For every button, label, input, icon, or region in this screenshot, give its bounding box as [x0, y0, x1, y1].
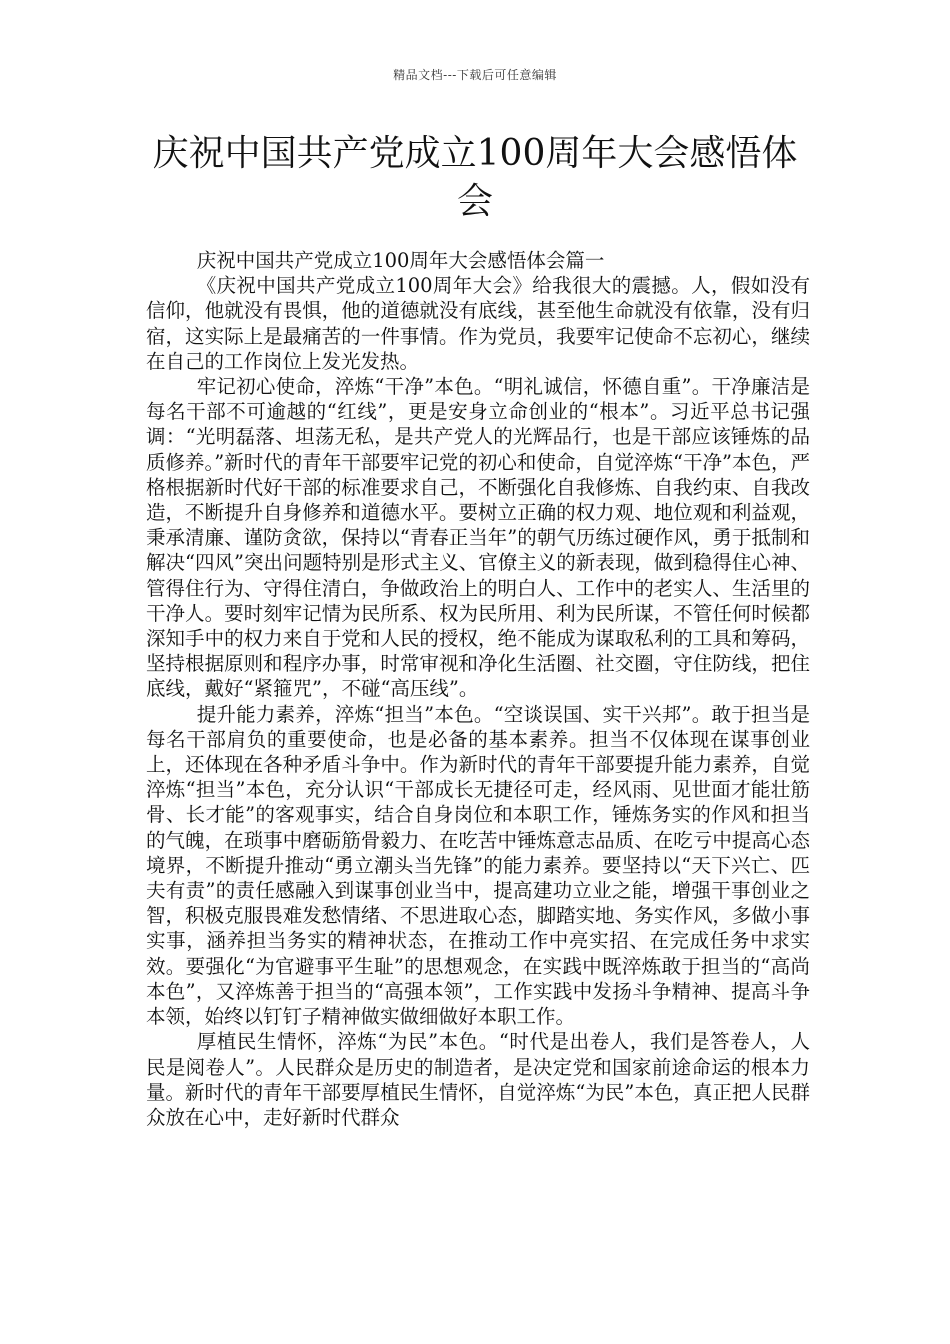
title-line-1: 庆祝中国共产党成立100周年大会感悟体 — [152, 133, 798, 174]
paragraph-responsibility: 提升能力素养，淬炼“担当”本色。“空谈误国、实干兴邦”。敢于担当是每名干部肩负的重要使命，也是必备的基本素养。担当不仅体现在谋事创业上，还体现在各种矛盾斗争中。作为新时代的青年干部要提升能力素养，自觉淬炼“担当”本色，充分认识“干部成长无捷径可走，经风雨、见世面才能壮筋骨、长才能”的客观事实，结合自身岗位和本职工作，锤炼务实的作风和担当的气魄，在琐事中磨砺筋骨毅力、在吃苦中锤炼意志品质、在吃亏中提高心态境界，不断提升推动“勇立潮头当先锋”的能力素养。要坚持以“天下兴亡、匹夫有责”的责任感融入到谋事创业当中，提高建功立业之能，增强干事创业之智，积极克服畏难发愁情绪、不思进取心态，脚踏实地、务实作风，多做小事实事，涵养担当务实的精神状态，在推动工作中亮实招、在完成任务中求实效。要强化“为官避事平生耻”的思想观念，在实践中既淬炼敢于担当的“高尚本色”，又淬炼善于担当的“高强本领”，工作实践中发扬斗争精神、提高斗争本领，始终以钉钉子精神做实做细做好本职工作。 — [146, 702, 810, 1029]
paragraph-people: 厚植民生情怀，淬炼“为民”本色。“时代是出卷人，我们是答卷人，人民是阅卷人”。人民群众是历史的制造者，是决定党和国家前途命运的根本力量。新时代的青年干部要厚植民生情怀，自觉淬炼“为民”本色，真正把人民群众放在心中，走好新时代群众 — [146, 1030, 810, 1129]
paragraph-clean: 牢记初心使命，淬炼“干净”本色。“明礼诚信，怀德自重”。干净廉洁是每名干部不可逾越的“红线”，更是安身立命创业的“根本”。习近平总书记强调：“光明磊落、坦荡无私，是共产党人的光辉品行，也是干部应该锤炼的品质修养。”新时代的青年干部要牢记党的初心和使命，自觉淬炼“干净”本色，严格根据新时代好干部的标准要求自己，不断强化自我修炼、自我约束、自我改造，不断提升自身修养和道德水平。要树立正确的权力观、地位观和利益观，秉承清廉、谨防贪欲，保持以“青春正当年”的朝气历练过硬作风，勇于抵制和解决“四风”突出问题特别是形式主义、官僚主义的新表现，做到稳得住心神、管得住行为、守得住清白，争做政治上的明白人、工作中的老实人、生活里的干净人。要时刻牢记情为民所系、权为民所用、利为民所谋，不管任何时候都深知手中的权力来自于党和人民的授权，绝不能成为谋取私利的工具和筹码，坚持根据原则和程序办事，时常审视和净化生活圈、社交圈，守住防线，把住底线，戴好“紧箍咒”，不碰“高压线”。 — [146, 375, 810, 701]
section-heading: 庆祝中国共产党成立100周年大会感悟体会篇一 — [196, 249, 605, 272]
document-body — [146, 248, 810, 1130]
document-title — [130, 130, 820, 226]
paragraph-intro: 《庆祝中国共产党成立100周年大会》给我很大的震撼。人，假如没有信仰，他就没有畏惧，他的道德就没有底线，甚至他生命就没有依靠，没有归宿，这实际上是最痛苦的一件事情。作为党员，我要牢记使命不忘初心，继续在自己的工作岗位上发光发热。 — [146, 274, 810, 373]
title-line-2: 会 — [456, 181, 493, 222]
page-header-note: 精品文档---下载后可任意编辑 — [393, 68, 557, 82]
